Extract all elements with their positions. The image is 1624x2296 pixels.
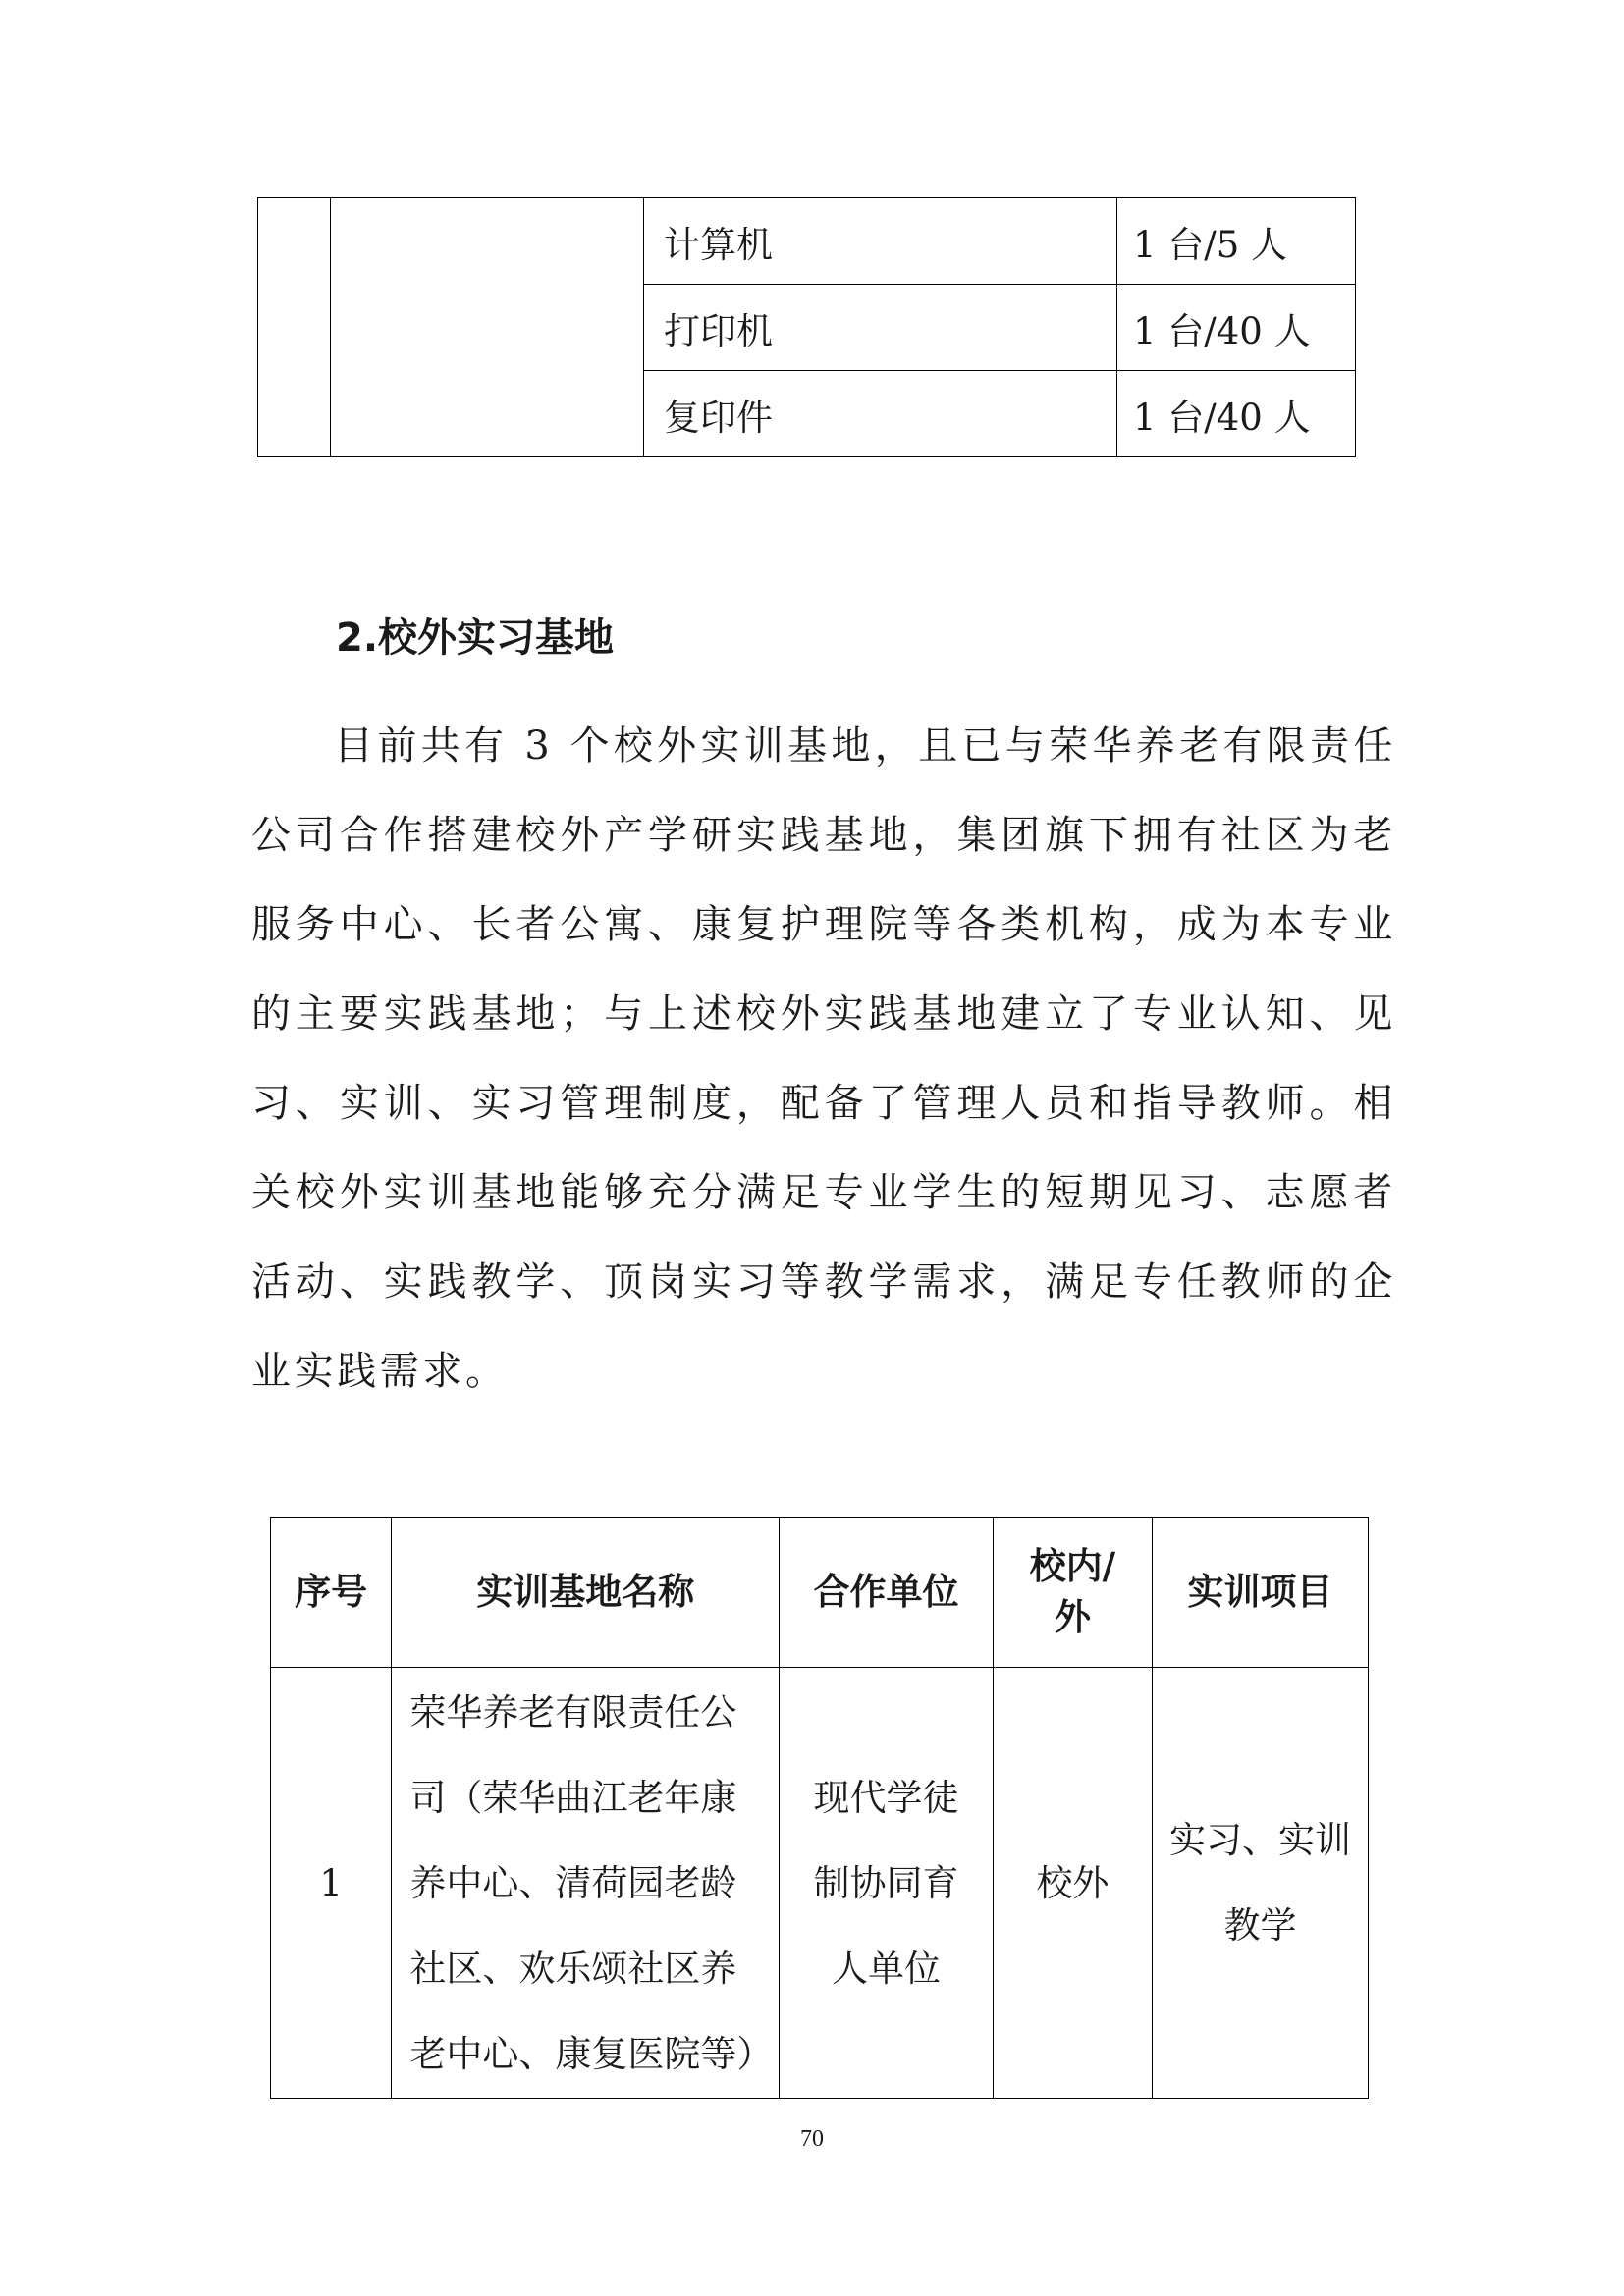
training-base-table bbox=[270, 1517, 1369, 2099]
equipment-quantity: 1 台/40 人 bbox=[1116, 371, 1355, 457]
unit-line: 现代学徒 bbox=[813, 1776, 959, 1819]
cell-location: 校外 bbox=[993, 1668, 1152, 2099]
cell-seq: 1 bbox=[271, 1668, 392, 2099]
header-location-line2: 外 bbox=[1054, 1596, 1091, 1638]
name-line: 老中心、康复医院等） bbox=[409, 2032, 774, 2075]
page-number: 70 bbox=[800, 2126, 824, 2152]
equipment-item: 计算机 bbox=[643, 198, 1116, 285]
cell-name bbox=[392, 1668, 780, 2099]
unit-line: 人单位 bbox=[832, 1947, 942, 1990]
equipment-item: 打印机 bbox=[643, 285, 1116, 371]
equipment-table bbox=[257, 197, 1356, 457]
cell-unit bbox=[780, 1668, 994, 2099]
name-line: 养中心、清荷园老龄 bbox=[409, 1861, 737, 1904]
header-project: 实训项目 bbox=[1153, 1518, 1369, 1668]
name-line: 社区、欢乐颂社区养 bbox=[409, 1947, 737, 1990]
header-location-line1: 校内/ bbox=[1029, 1545, 1116, 1587]
header-unit: 合作单位 bbox=[780, 1518, 994, 1668]
header-seq: 序号 bbox=[271, 1518, 392, 1668]
equipment-quantity: 1 台/5 人 bbox=[1116, 198, 1355, 285]
header-name: 实训基地名称 bbox=[392, 1518, 780, 1668]
equipment-item: 复印件 bbox=[643, 371, 1116, 457]
empty-cell bbox=[258, 198, 331, 457]
section-heading: 2.校外实习基地 bbox=[336, 615, 615, 661]
table-row bbox=[258, 198, 1356, 285]
table-header-row bbox=[271, 1518, 1369, 1668]
project-line: 教学 bbox=[1223, 1904, 1297, 1947]
cell-project bbox=[1153, 1668, 1369, 2099]
body-paragraph: 目前共有 3 个校外实训基地，且已与荣华养老有限责任公司合作搭建校外产学研实践基地，集团旗下拥有社区为老服务中心、长者公寓、康复护理院等各类机构，成为本专业的主要实践基地；与上述校外实践基地建立了专业认知、见习、实训、实习管理制度，配备了管理人员和指导教师。相关校外实训基地能够充分满足专业学生的短期见习、志愿者活动、实践教学、顶岗实习等教学需求，满足专任教师的企业实践需求。 bbox=[251, 723, 1396, 1394]
header-location bbox=[993, 1518, 1152, 1668]
equipment-quantity: 1 台/40 人 bbox=[1116, 285, 1355, 371]
unit-line: 制协同育 bbox=[813, 1861, 959, 1904]
table-row bbox=[271, 1668, 1369, 2099]
project-line: 实习、实训 bbox=[1169, 1819, 1352, 1861]
name-line: 司（荣华曲江老年康 bbox=[409, 1776, 737, 1819]
name-line: 荣华养老有限责任公 bbox=[409, 1690, 737, 1734]
empty-cell bbox=[330, 198, 643, 457]
